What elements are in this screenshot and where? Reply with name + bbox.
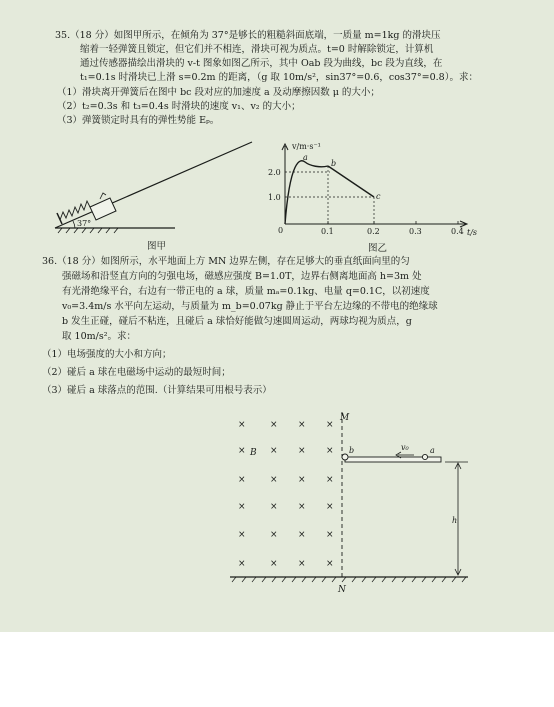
v0-label: v₀ — [401, 443, 409, 452]
field-cross: × — [326, 530, 334, 540]
x-tick-1: 0.1 — [321, 227, 334, 236]
field-cross: × — [326, 420, 334, 430]
figure-a-caption: 图甲 — [147, 241, 167, 252]
q35-sub-3: （3）弹簧锁定时具有的弹性势能 Eₚ。 — [57, 115, 220, 126]
field-cross: × — [238, 475, 246, 485]
field-cross: × — [298, 420, 306, 430]
field-cross: × — [326, 559, 334, 569]
x-axis-unit: t/s — [467, 228, 478, 237]
figure-b-caption: 图乙 — [368, 243, 388, 254]
y-tick-1: 1.0 — [268, 193, 281, 202]
q36-sub-2: （2）碰后 a 球在电磁场中运动的最短时间； — [42, 367, 231, 378]
field-cross: × — [270, 475, 278, 485]
q35-line-1: 35.（18 分）如图甲所示，在倾角为 37°是够长的粗糙斜面底端，一质量 m=1kg 的滑块压 — [55, 30, 441, 41]
field-cross: × — [298, 475, 306, 485]
q36-line-5: b 发生正碰，碰后不粘连，且碰后 a 球恰好能做匀速圆周运动，两球均视为质点，g — [62, 316, 412, 327]
ball-b-label: b — [349, 446, 355, 455]
field-cross: × — [326, 502, 334, 512]
q35-line-2: 缩着一轻弹簧且锁定，但它们并不相连，滑块可视为质点。t=0 时解除锁定，计算机 — [80, 44, 434, 55]
x-tick-2: 0.2 — [367, 227, 380, 236]
point-a-label: a — [303, 153, 308, 162]
h-label: h — [452, 516, 458, 525]
q35-line-3: 通过传感器描绘出滑块的 v-t 图象如图乙所示，其中 Oab 段为曲线，bc 段为直线，在 — [80, 58, 443, 69]
field-cross: × — [270, 502, 278, 512]
q36-line-2: 强磁场和沿竖直方向的匀强电场，磁感应强度 B=1.0T，边界右侧离地面高 h=3m 处 — [62, 271, 422, 282]
q35-sub-1: （1）滑块离开弹簧后在图中 bc 段对应的加速度 a 及动摩擦因数 μ 的大小； — [57, 87, 380, 98]
q36-line-1: 36.（18 分）如图所示，水平地面上方 MN 边界左侧，存在足够大的垂直纸面向里的匀 — [42, 256, 410, 267]
field-cross: × — [238, 420, 246, 430]
x-tick-3: 0.3 — [409, 227, 422, 236]
field-cross: × — [298, 446, 306, 456]
ball-a-label: a — [430, 446, 435, 455]
field-cross: × — [270, 446, 278, 456]
field-cross: × — [298, 502, 306, 512]
q36-sub-3: （3）碰后 a 球落点的范围.（计算结果可用根号表示） — [42, 385, 272, 396]
y-tick-2: 2.0 — [268, 168, 281, 177]
y-axis-unit: v/m·s⁻¹ — [292, 142, 321, 151]
x-tick-4: 0.4 — [451, 227, 464, 236]
q36-line-6: 取 10m/s²。求： — [62, 331, 137, 342]
field-cross: × — [326, 475, 334, 485]
field-cross: × — [326, 446, 334, 456]
field-cross: × — [238, 502, 246, 512]
field-cross: × — [238, 446, 246, 456]
q35-sub-2: （2）t₂=0.3s 和 t₃=0.4s 时滑块的速度 v₁、v₂ 的大小； — [57, 101, 301, 112]
q36-line-3: 有光滑绝缘平台，右边有一带正电的 a 球，质量 mₐ=0.1kg、电量 q=0.1C，以初速度 — [62, 286, 430, 297]
field-cross: × — [270, 420, 278, 430]
B-label: B — [250, 448, 257, 458]
q36-sub-1: （1）电场强度的大小和方向； — [42, 349, 172, 360]
point-c-label: c — [376, 192, 381, 201]
origin-label: 0 — [278, 226, 284, 235]
field-cross: × — [270, 559, 278, 569]
q35-line-4: t₁=0.1s 时滑块已上滑 s=0.2m 的距离，（g 取 10m/s²，sin37°=0.6，cos37°=0.8）。求： — [80, 72, 478, 83]
label-N: N — [338, 585, 346, 595]
label-M: M — [340, 413, 350, 423]
point-b-label: b — [331, 159, 337, 168]
field-cross: × — [270, 530, 278, 540]
field-cross: × — [298, 559, 306, 569]
q36-line-4: v₀=3.4m/s 水平向左运动，与质量为 m_b=0.07kg 静止于平台左边缘的不带电的绝缘球 — [62, 301, 438, 312]
field-cross: × — [238, 559, 246, 569]
incline-angle-label: 37° — [77, 219, 92, 228]
field-cross: × — [298, 530, 306, 540]
field-cross: × — [238, 530, 246, 540]
